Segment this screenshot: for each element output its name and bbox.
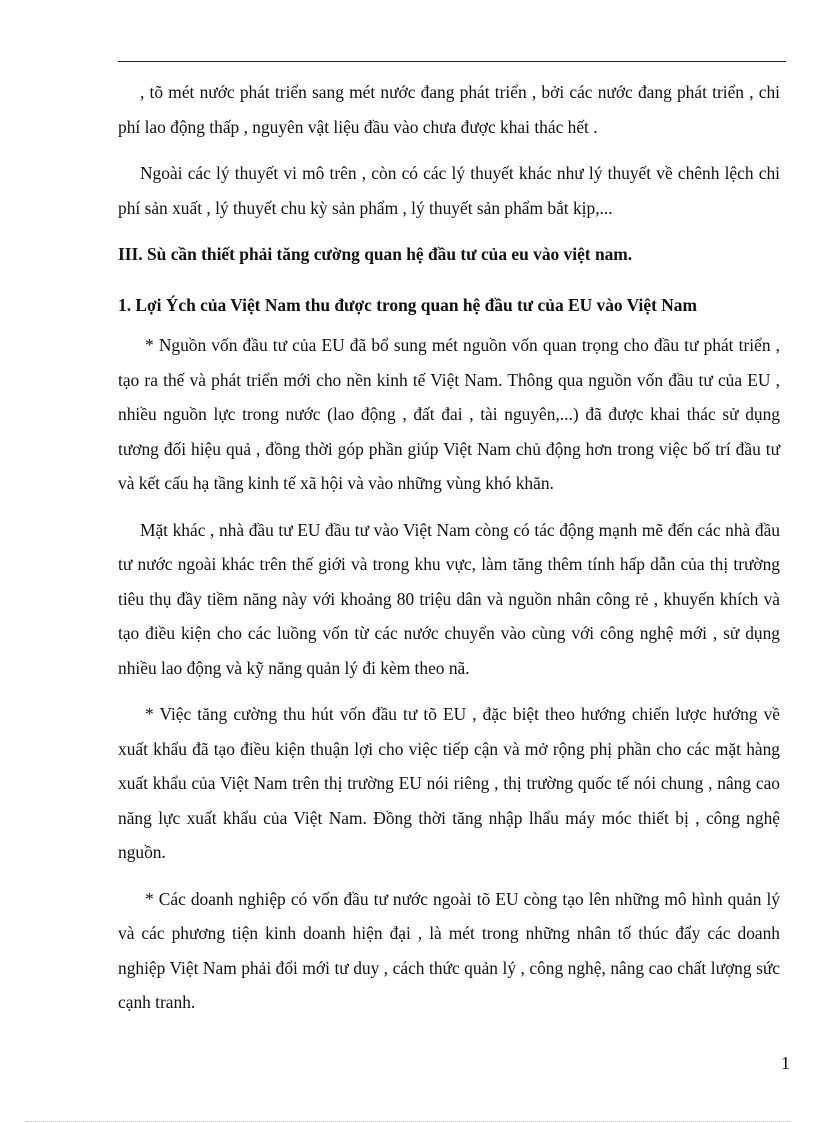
paragraph-capital-source: * Nguồn vốn đầu tư của EU đã bổ sung mét nguồn vốn quan trọng cho đầu tư phát triển , tạo ra thế và phát triển mới cho nền kinh tế Việt Nam. Thông qua nguồn vốn đầu tư của EU , nhiều nguồn lực trong nước (lao động , đất đai , tài nguyên,...) đã được khai thác sử dụng tương đối hiệu quả , đồng thời góp phần giúp Việt Nam chủ động hơn trong việc bố trí đầu tư và kết cấu hạ tầng kinh tế xã hội và vào những vùng khó khăn. [118,335,780,493]
page-content [118,75,780,1032]
section-heading: III. Sù cần thiết phải tăng cường quan hệ đầu tư của eu vào việt nam. [118,244,633,264]
paragraph-export-orientation: * Việc tăng cường thu hút vốn đầu tư tõ EU , đặc biệt theo hướng chiến lược hướng về xuất khẩu đã tạo điều kiện thuận lợi cho việc tiếp cận và mở rộng phị phần cho các mặt hàng xuất khẩu của Việt Nam trên thị trường EU nói riêng , thị trường quốc tế nói chung , nâng cao năng lực xuất khẩu của Việt Nam. Đồng thời tăng nhập lhẩu máy móc thiết bị , công nghệ nguồn. [118,704,780,862]
paragraph-continuation: , tõ mét nước phát triển sang mét nước đang phát triển , bởi các nước đang phát triển , chi phí lao động thấp , nguyên vật liệu đầu vào chưa được khai thác hết . [118,82,780,137]
footer-divider [26,1121,790,1122]
paragraph-management-models: * Các doanh nghiệp có vốn đầu tư nước ngoài tõ EU còng tạo lên những mô hình quản lý và các phương tiện kinh doanh hiện đại , là mét trong những nhân tố thúc đẩy các doanh nghiệp Việt Nam phải đổi mới tư duy , cách thức quản lý , công nghệ, nâng cao chất lượng sức cạnh tranh. [118,888,780,1012]
header-rule [118,61,786,62]
paragraph-other-effects: Mặt khác , nhà đầu tư EU đầu tư vào Việt Nam còng có tác động mạnh mẽ đến các nhà đầu tư nước ngoài khác trên thế giới và trong khu vực, làm tăng thêm tính hấp dẫn của thị trường tiêu thụ đầy tiềm năng này với khoảng 80 triệu dân và nguồn nhân công rẻ , khuyến khích và tạo điều kiện cho các luồng vốn từ các nước chuyển vào cùng với công nghệ mới , sử dụng nhiều lao động và kỹ năng quản lý đi kèm theo nã. [118,519,780,678]
page-number: 1 [781,1053,790,1073]
subsection-heading: 1. Lợi Ých của Việt Nam thu được trong quan hệ đầu tư của EU vào Việt Nam [118,295,697,315]
paragraph-micro-theories: Ngoài các lý thuyết vi mô trên , còn có các lý thuyết khác như lý thuyết về chênh lệch chi phí sản xuất , lý thuyết chu kỳ sản phẩm , lý thuyết sản phẩm bắt kịp,... [118,163,780,218]
